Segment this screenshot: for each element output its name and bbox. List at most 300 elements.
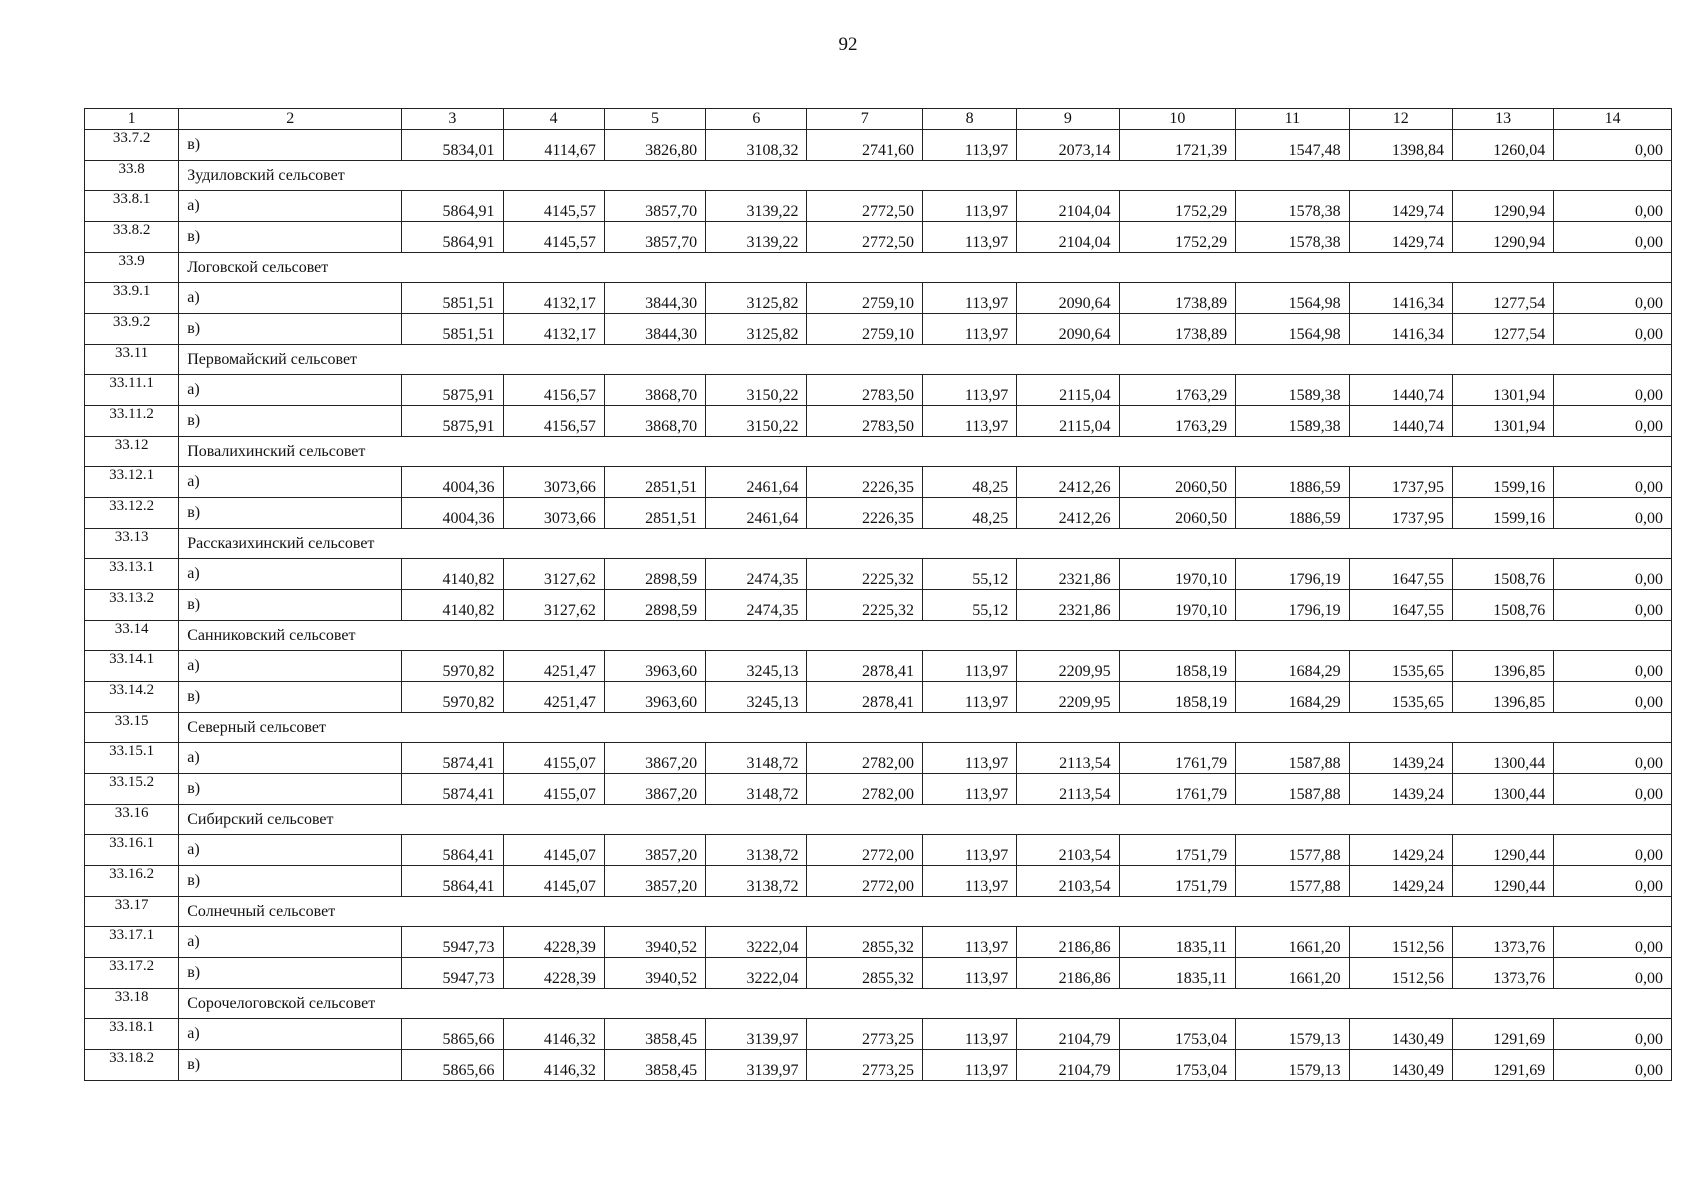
row-code: 33.13.2 <box>85 590 179 621</box>
table-row <box>85 283 1672 314</box>
value-cell-col-11: 1587,88 <box>1236 743 1350 774</box>
value-cell-col-11: 1684,29 <box>1236 651 1350 682</box>
table-row <box>85 958 1672 989</box>
value-cell-col-4: 4114,67 <box>503 130 604 161</box>
row-code: 33.7.2 <box>85 130 179 161</box>
value-cell-col-14: 0,00 <box>1554 559 1672 590</box>
value-cell-col-8: 113,97 <box>923 682 1017 713</box>
section-row <box>85 713 1672 743</box>
value-cell-col-6: 3139,22 <box>706 191 807 222</box>
section-name: Сибирский сельсовет <box>179 805 1672 835</box>
value-cell-col-5: 2898,59 <box>604 590 705 621</box>
value-cell-col-10: 1761,79 <box>1119 743 1236 774</box>
value-cell-col-8: 113,97 <box>923 375 1017 406</box>
value-cell-col-3: 5864,41 <box>402 835 503 866</box>
value-cell-col-8: 113,97 <box>923 283 1017 314</box>
table-header <box>85 109 1672 130</box>
value-cell-col-4: 4145,57 <box>503 222 604 253</box>
value-cell-col-14: 0,00 <box>1554 1050 1672 1081</box>
value-cell-col-5: 3963,60 <box>604 682 705 713</box>
value-cell-col-13: 1599,16 <box>1452 467 1553 498</box>
value-cell-col-12: 1512,56 <box>1349 927 1452 958</box>
value-cell-col-10: 1763,29 <box>1119 375 1236 406</box>
value-cell-col-8: 55,12 <box>923 590 1017 621</box>
value-cell-col-10: 1738,89 <box>1119 314 1236 345</box>
value-cell-col-9: 2104,79 <box>1017 1019 1119 1050</box>
value-cell-col-4: 4132,17 <box>503 314 604 345</box>
value-cell-col-3: 5875,91 <box>402 406 503 437</box>
section-row <box>85 437 1672 467</box>
value-cell-col-4: 3073,66 <box>503 467 604 498</box>
value-cell-col-5: 3844,30 <box>604 283 705 314</box>
value-cell-col-13: 1373,76 <box>1452 927 1553 958</box>
value-cell-col-6: 3150,22 <box>706 406 807 437</box>
row-variant: а) <box>179 743 402 774</box>
value-cell-col-6: 3125,82 <box>706 314 807 345</box>
value-cell-col-11: 1577,88 <box>1236 866 1350 897</box>
value-cell-col-6: 3245,13 <box>706 651 807 682</box>
value-cell-col-12: 1430,49 <box>1349 1019 1452 1050</box>
value-cell-col-4: 4145,07 <box>503 866 604 897</box>
value-cell-col-5: 2898,59 <box>604 559 705 590</box>
column-number-8: 8 <box>923 109 1017 130</box>
value-cell-col-9: 2113,54 <box>1017 743 1119 774</box>
value-cell-col-10: 1721,39 <box>1119 130 1236 161</box>
row-code: 33.8.1 <box>85 191 179 222</box>
value-cell-col-14: 0,00 <box>1554 958 1672 989</box>
value-cell-col-5: 3858,45 <box>604 1050 705 1081</box>
value-cell-col-13: 1508,76 <box>1452 590 1553 621</box>
row-variant: в) <box>179 1050 402 1081</box>
value-cell-col-6: 2461,64 <box>706 467 807 498</box>
value-cell-col-5: 3867,20 <box>604 743 705 774</box>
value-cell-col-5: 3868,70 <box>604 406 705 437</box>
value-cell-col-13: 1277,54 <box>1452 283 1553 314</box>
value-cell-col-4: 4156,57 <box>503 375 604 406</box>
row-code: 33.12 <box>85 437 179 467</box>
value-cell-col-11: 1589,38 <box>1236 375 1350 406</box>
value-cell-col-10: 1738,89 <box>1119 283 1236 314</box>
row-variant: а) <box>179 927 402 958</box>
value-cell-col-13: 1396,85 <box>1452 682 1553 713</box>
value-cell-col-12: 1398,84 <box>1349 130 1452 161</box>
value-cell-col-9: 2321,86 <box>1017 559 1119 590</box>
value-cell-col-10: 1752,29 <box>1119 222 1236 253</box>
value-cell-col-7: 2855,32 <box>807 927 923 958</box>
value-cell-col-11: 1796,19 <box>1236 590 1350 621</box>
row-code: 33.9.1 <box>85 283 179 314</box>
value-cell-col-12: 1416,34 <box>1349 283 1452 314</box>
value-cell-col-7: 2226,35 <box>807 467 923 498</box>
value-cell-col-6: 3138,72 <box>706 835 807 866</box>
value-cell-col-11: 1578,38 <box>1236 191 1350 222</box>
section-name: Зудиловский сельсовет <box>179 161 1672 191</box>
section-row <box>85 253 1672 283</box>
value-cell-col-4: 4251,47 <box>503 651 604 682</box>
value-cell-col-3: 5865,66 <box>402 1019 503 1050</box>
value-cell-col-13: 1260,04 <box>1452 130 1553 161</box>
value-cell-col-12: 1429,24 <box>1349 866 1452 897</box>
value-cell-col-5: 3858,45 <box>604 1019 705 1050</box>
value-cell-col-7: 2878,41 <box>807 682 923 713</box>
value-cell-col-13: 1290,44 <box>1452 866 1553 897</box>
value-cell-col-14: 0,00 <box>1554 498 1672 529</box>
value-cell-col-5: 3857,70 <box>604 191 705 222</box>
row-code: 33.14.2 <box>85 682 179 713</box>
value-cell-col-6: 2461,64 <box>706 498 807 529</box>
value-cell-col-7: 2226,35 <box>807 498 923 529</box>
value-cell-col-9: 2103,54 <box>1017 866 1119 897</box>
value-cell-col-10: 1752,29 <box>1119 191 1236 222</box>
value-cell-col-14: 0,00 <box>1554 927 1672 958</box>
table-row <box>85 866 1672 897</box>
value-cell-col-10: 2060,50 <box>1119 467 1236 498</box>
column-number-3: 3 <box>402 109 503 130</box>
table-body <box>85 130 1672 1081</box>
row-variant: а) <box>179 191 402 222</box>
value-cell-col-14: 0,00 <box>1554 743 1672 774</box>
value-cell-col-10: 1763,29 <box>1119 406 1236 437</box>
row-code: 33.8.2 <box>85 222 179 253</box>
value-cell-col-8: 113,97 <box>923 743 1017 774</box>
value-cell-col-11: 1661,20 <box>1236 958 1350 989</box>
row-variant: в) <box>179 866 402 897</box>
row-code: 33.9 <box>85 253 179 283</box>
value-cell-col-14: 0,00 <box>1554 835 1672 866</box>
value-cell-col-7: 2741,60 <box>807 130 923 161</box>
value-cell-col-10: 1761,79 <box>1119 774 1236 805</box>
row-variant: а) <box>179 283 402 314</box>
value-cell-col-7: 2782,00 <box>807 774 923 805</box>
value-cell-col-3: 5864,91 <box>402 222 503 253</box>
value-cell-col-10: 1970,10 <box>1119 590 1236 621</box>
value-cell-col-7: 2783,50 <box>807 406 923 437</box>
row-variant: в) <box>179 958 402 989</box>
value-cell-col-11: 1796,19 <box>1236 559 1350 590</box>
value-cell-col-11: 1684,29 <box>1236 682 1350 713</box>
value-cell-col-11: 1564,98 <box>1236 283 1350 314</box>
value-cell-col-12: 1737,95 <box>1349 467 1452 498</box>
value-cell-col-8: 113,97 <box>923 406 1017 437</box>
value-cell-col-5: 3844,30 <box>604 314 705 345</box>
row-code: 33.16.1 <box>85 835 179 866</box>
value-cell-col-7: 2759,10 <box>807 283 923 314</box>
value-cell-col-4: 3127,62 <box>503 559 604 590</box>
value-cell-col-6: 2474,35 <box>706 590 807 621</box>
value-cell-col-7: 2772,50 <box>807 191 923 222</box>
value-cell-col-7: 2855,32 <box>807 958 923 989</box>
value-cell-col-13: 1300,44 <box>1452 743 1553 774</box>
value-cell-col-8: 113,97 <box>923 130 1017 161</box>
value-cell-col-14: 0,00 <box>1554 866 1672 897</box>
value-cell-col-14: 0,00 <box>1554 1019 1672 1050</box>
value-cell-col-7: 2759,10 <box>807 314 923 345</box>
value-cell-col-11: 1564,98 <box>1236 314 1350 345</box>
value-cell-col-7: 2772,50 <box>807 222 923 253</box>
value-cell-col-12: 1429,24 <box>1349 835 1452 866</box>
section-row <box>85 161 1672 191</box>
value-cell-col-3: 5874,41 <box>402 743 503 774</box>
value-cell-col-9: 2104,04 <box>1017 222 1119 253</box>
row-variant: в) <box>179 682 402 713</box>
value-cell-col-13: 1508,76 <box>1452 559 1553 590</box>
value-cell-col-10: 1753,04 <box>1119 1050 1236 1081</box>
value-cell-col-13: 1277,54 <box>1452 314 1553 345</box>
value-cell-col-8: 48,25 <box>923 498 1017 529</box>
table-row <box>85 498 1672 529</box>
value-cell-col-14: 0,00 <box>1554 314 1672 345</box>
column-number-4: 4 <box>503 109 604 130</box>
column-number-6: 6 <box>706 109 807 130</box>
value-cell-col-7: 2773,25 <box>807 1019 923 1050</box>
value-cell-col-5: 3857,20 <box>604 835 705 866</box>
value-cell-col-3: 5864,41 <box>402 866 503 897</box>
value-cell-col-4: 4146,32 <box>503 1019 604 1050</box>
row-code: 33.18.2 <box>85 1050 179 1081</box>
table-row <box>85 743 1672 774</box>
value-cell-col-9: 2115,04 <box>1017 375 1119 406</box>
value-cell-col-10: 1835,11 <box>1119 927 1236 958</box>
value-cell-col-5: 3826,80 <box>604 130 705 161</box>
value-cell-col-11: 1587,88 <box>1236 774 1350 805</box>
value-cell-col-3: 5851,51 <box>402 314 503 345</box>
table-row <box>85 774 1672 805</box>
column-number-5: 5 <box>604 109 705 130</box>
column-number-12: 12 <box>1349 109 1452 130</box>
value-cell-col-5: 3963,60 <box>604 651 705 682</box>
value-cell-col-10: 2060,50 <box>1119 498 1236 529</box>
table-row <box>85 559 1672 590</box>
value-cell-col-7: 2772,00 <box>807 866 923 897</box>
value-cell-col-4: 4155,07 <box>503 743 604 774</box>
value-cell-col-11: 1886,59 <box>1236 498 1350 529</box>
value-cell-col-11: 1579,13 <box>1236 1050 1350 1081</box>
value-cell-col-5: 2851,51 <box>604 498 705 529</box>
value-cell-col-9: 2412,26 <box>1017 467 1119 498</box>
value-cell-col-8: 113,97 <box>923 1019 1017 1050</box>
section-name: Повалихинский сельсовет <box>179 437 1672 467</box>
value-cell-col-5: 3940,52 <box>604 927 705 958</box>
section-row <box>85 621 1672 651</box>
value-cell-col-12: 1429,74 <box>1349 191 1452 222</box>
value-cell-col-7: 2772,00 <box>807 835 923 866</box>
value-cell-col-6: 3139,97 <box>706 1019 807 1050</box>
table-row <box>85 651 1672 682</box>
value-cell-col-9: 2186,86 <box>1017 958 1119 989</box>
table-row <box>85 130 1672 161</box>
value-cell-col-9: 2321,86 <box>1017 590 1119 621</box>
value-cell-col-7: 2782,00 <box>807 743 923 774</box>
column-number-13: 13 <box>1452 109 1553 130</box>
section-name: Первомайский сельсовет <box>179 345 1672 375</box>
table-row <box>85 222 1672 253</box>
value-cell-col-14: 0,00 <box>1554 191 1672 222</box>
value-cell-col-13: 1599,16 <box>1452 498 1553 529</box>
value-cell-col-11: 1886,59 <box>1236 467 1350 498</box>
value-cell-col-14: 0,00 <box>1554 651 1672 682</box>
section-name: Северный сельсовет <box>179 713 1672 743</box>
column-number-14: 14 <box>1554 109 1672 130</box>
value-cell-col-8: 113,97 <box>923 191 1017 222</box>
value-cell-col-13: 1300,44 <box>1452 774 1553 805</box>
value-cell-col-14: 0,00 <box>1554 467 1672 498</box>
value-cell-col-14: 0,00 <box>1554 682 1672 713</box>
row-variant: а) <box>179 375 402 406</box>
row-variant: в) <box>179 774 402 805</box>
value-cell-col-3: 5875,91 <box>402 375 503 406</box>
section-name: Логовской сельсовет <box>179 253 1672 283</box>
value-cell-col-5: 3857,70 <box>604 222 705 253</box>
value-cell-col-9: 2209,95 <box>1017 651 1119 682</box>
value-cell-col-8: 113,97 <box>923 866 1017 897</box>
value-cell-col-14: 0,00 <box>1554 130 1672 161</box>
value-cell-col-6: 3125,82 <box>706 283 807 314</box>
value-cell-col-9: 2090,64 <box>1017 283 1119 314</box>
value-cell-col-5: 3868,70 <box>604 375 705 406</box>
value-cell-col-8: 113,97 <box>923 774 1017 805</box>
value-cell-col-4: 4228,39 <box>503 927 604 958</box>
value-cell-col-14: 0,00 <box>1554 590 1672 621</box>
table-row <box>85 314 1672 345</box>
value-cell-col-11: 1577,88 <box>1236 835 1350 866</box>
section-row <box>85 805 1672 835</box>
value-cell-col-4: 4228,39 <box>503 958 604 989</box>
row-code: 33.17.1 <box>85 927 179 958</box>
row-variant: а) <box>179 651 402 682</box>
value-cell-col-8: 55,12 <box>923 559 1017 590</box>
value-cell-col-12: 1416,34 <box>1349 314 1452 345</box>
table-row <box>85 467 1672 498</box>
value-cell-col-4: 4145,07 <box>503 835 604 866</box>
value-cell-col-4: 3073,66 <box>503 498 604 529</box>
value-cell-col-12: 1737,95 <box>1349 498 1452 529</box>
value-cell-col-8: 113,97 <box>923 651 1017 682</box>
value-cell-col-12: 1440,74 <box>1349 406 1452 437</box>
row-variant: в) <box>179 498 402 529</box>
value-cell-col-10: 1858,19 <box>1119 651 1236 682</box>
value-cell-col-7: 2783,50 <box>807 375 923 406</box>
row-variant: в) <box>179 314 402 345</box>
value-cell-col-12: 1430,49 <box>1349 1050 1452 1081</box>
value-cell-col-14: 0,00 <box>1554 222 1672 253</box>
value-cell-col-3: 4140,82 <box>402 559 503 590</box>
table-row <box>85 682 1672 713</box>
column-number-row <box>85 109 1672 130</box>
value-cell-col-13: 1290,94 <box>1452 222 1553 253</box>
value-cell-col-14: 0,00 <box>1554 283 1672 314</box>
section-name: Санниковский сельсовет <box>179 621 1672 651</box>
value-cell-col-3: 5947,73 <box>402 958 503 989</box>
value-cell-col-12: 1535,65 <box>1349 682 1452 713</box>
value-cell-col-7: 2225,32 <box>807 590 923 621</box>
value-cell-col-3: 5874,41 <box>402 774 503 805</box>
value-cell-col-3: 5865,66 <box>402 1050 503 1081</box>
value-cell-col-9: 2073,14 <box>1017 130 1119 161</box>
value-cell-col-3: 5970,82 <box>402 651 503 682</box>
value-cell-col-9: 2103,54 <box>1017 835 1119 866</box>
section-name: Рассказихинский сельсовет <box>179 529 1672 559</box>
table-row <box>85 1019 1672 1050</box>
row-code: 33.8 <box>85 161 179 191</box>
value-cell-col-7: 2878,41 <box>807 651 923 682</box>
value-cell-col-6: 3139,22 <box>706 222 807 253</box>
section-name: Сорочелоговской сельсовет <box>179 989 1672 1019</box>
row-code: 33.11.2 <box>85 406 179 437</box>
value-cell-col-13: 1290,44 <box>1452 835 1553 866</box>
value-cell-col-13: 1301,94 <box>1452 375 1553 406</box>
table-row <box>85 191 1672 222</box>
value-cell-col-12: 1647,55 <box>1349 590 1452 621</box>
row-variant: а) <box>179 467 402 498</box>
value-cell-col-6: 3222,04 <box>706 927 807 958</box>
row-variant: а) <box>179 559 402 590</box>
value-cell-col-9: 2090,64 <box>1017 314 1119 345</box>
section-name: Солнечный сельсовет <box>179 897 1672 927</box>
column-number-9: 9 <box>1017 109 1119 130</box>
row-variant: в) <box>179 222 402 253</box>
value-cell-col-13: 1373,76 <box>1452 958 1553 989</box>
value-cell-col-8: 113,97 <box>923 222 1017 253</box>
row-code: 33.11 <box>85 345 179 375</box>
value-cell-col-6: 3150,22 <box>706 375 807 406</box>
value-cell-col-4: 3127,62 <box>503 590 604 621</box>
value-cell-col-13: 1291,69 <box>1452 1019 1553 1050</box>
value-cell-col-4: 4155,07 <box>503 774 604 805</box>
value-cell-col-9: 2113,54 <box>1017 774 1119 805</box>
value-cell-col-12: 1647,55 <box>1349 559 1452 590</box>
value-cell-col-12: 1429,74 <box>1349 222 1452 253</box>
row-code: 33.14 <box>85 621 179 651</box>
value-cell-col-4: 4132,17 <box>503 283 604 314</box>
row-code: 33.14.1 <box>85 651 179 682</box>
section-row <box>85 529 1672 559</box>
row-code: 33.13 <box>85 529 179 559</box>
value-cell-col-9: 2115,04 <box>1017 406 1119 437</box>
table-row <box>85 927 1672 958</box>
value-cell-col-13: 1396,85 <box>1452 651 1553 682</box>
value-cell-col-10: 1751,79 <box>1119 835 1236 866</box>
value-cell-col-3: 4004,36 <box>402 467 503 498</box>
row-variant: а) <box>179 1019 402 1050</box>
value-cell-col-6: 3148,72 <box>706 774 807 805</box>
column-number-7: 7 <box>807 109 923 130</box>
value-cell-col-6: 3108,32 <box>706 130 807 161</box>
section-row <box>85 345 1672 375</box>
row-code: 33.15.1 <box>85 743 179 774</box>
row-code: 33.15.2 <box>85 774 179 805</box>
table-row <box>85 406 1672 437</box>
value-cell-col-10: 1835,11 <box>1119 958 1236 989</box>
value-cell-col-12: 1512,56 <box>1349 958 1452 989</box>
value-cell-col-3: 5834,01 <box>402 130 503 161</box>
value-cell-col-6: 3222,04 <box>706 958 807 989</box>
value-cell-col-11: 1661,20 <box>1236 927 1350 958</box>
value-cell-col-6: 3148,72 <box>706 743 807 774</box>
value-cell-col-5: 2851,51 <box>604 467 705 498</box>
table-row <box>85 835 1672 866</box>
value-cell-col-13: 1291,69 <box>1452 1050 1553 1081</box>
value-cell-col-8: 113,97 <box>923 1050 1017 1081</box>
value-cell-col-5: 3857,20 <box>604 866 705 897</box>
value-cell-col-14: 0,00 <box>1554 774 1672 805</box>
value-cell-col-5: 3940,52 <box>604 958 705 989</box>
value-cell-col-13: 1301,94 <box>1452 406 1553 437</box>
column-number-10: 10 <box>1119 109 1236 130</box>
value-cell-col-3: 4140,82 <box>402 590 503 621</box>
row-code: 33.16.2 <box>85 866 179 897</box>
row-code: 33.18.1 <box>85 1019 179 1050</box>
table-row <box>85 1050 1672 1081</box>
